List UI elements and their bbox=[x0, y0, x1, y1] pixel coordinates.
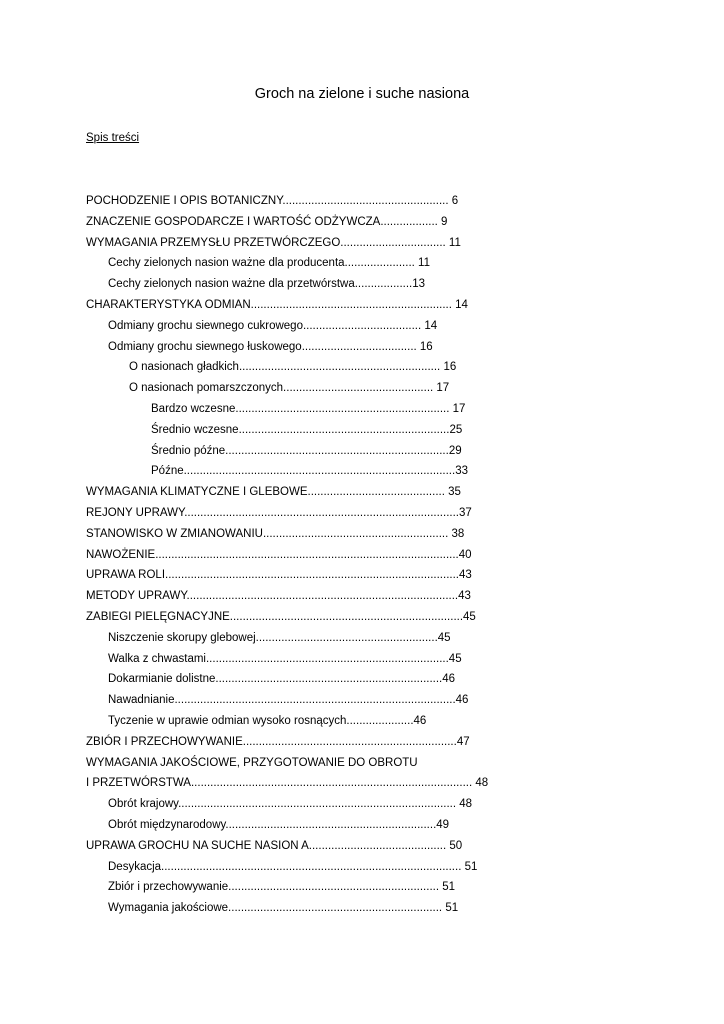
toc-entry[interactable]: Cechy zielonych nasion ważne dla producenta...................... 11 bbox=[108, 257, 430, 270]
toc-entry[interactable]: WYMAGANIA PRZEMYSŁU PRZETWÓRCZEGO................................. 11 bbox=[86, 236, 461, 249]
toc-entry[interactable]: REJONY UPRAWY......................................................................................37 bbox=[86, 506, 472, 519]
toc-entry[interactable]: UPRAWA ROLI............................................................................................43 bbox=[86, 569, 472, 582]
toc-entry[interactable]: Niszczenie skorupy glebowej.........................................................45 bbox=[108, 631, 451, 644]
toc-entry[interactable]: I PRZETWÓRSTWA........................................................................................ 48 bbox=[86, 777, 489, 790]
toc-entry[interactable]: WYMAGANIA KLIMATYCZNE I GLEBOWE........................................... 35 bbox=[86, 486, 461, 499]
toc-entry[interactable]: Wymagania jakościowe................................................................... 51 bbox=[108, 902, 459, 915]
toc-entry[interactable]: ZABIEGI PIELĘGNACYJNE.........................................................................45 bbox=[86, 610, 476, 623]
toc-entry[interactable]: ZBIÓR I PRZECHOWYWANIE...................................................................47 bbox=[86, 735, 470, 748]
toc-entry[interactable]: Średnio późne......................................................................29 bbox=[151, 444, 462, 457]
toc-entry[interactable]: Nawadnianie........................................................................................46 bbox=[108, 694, 469, 707]
toc-entry[interactable]: UPRAWA GROCHU NA SUCHE NASION A........................................... 50 bbox=[86, 839, 463, 852]
toc-entry[interactable]: Bardzo wczesne................................................................... 17 bbox=[151, 402, 466, 415]
toc-entry[interactable]: Zbiór i przechowywanie.................................................................. 51 bbox=[108, 881, 456, 894]
toc-entry[interactable]: WYMAGANIA JAKOŚCIOWE, PRZYGOTOWANIE DO OBROTU bbox=[86, 756, 418, 769]
toc-entry[interactable]: Późne.....................................................................................33 bbox=[151, 465, 468, 478]
toc-entry[interactable]: O nasionach pomarszczonych............................................... 17 bbox=[129, 382, 450, 395]
toc-heading: Spis treści bbox=[86, 132, 140, 144]
toc-entry[interactable]: Walka z chwastami............................................................................45 bbox=[108, 652, 462, 665]
toc-entry[interactable]: Odmiany grochu siewnego łuskowego.................................... 16 bbox=[108, 340, 433, 353]
toc-entry[interactable]: STANOWISKO W ZMIANOWANIU.......................................................... 38 bbox=[86, 527, 465, 540]
toc-entry[interactable]: POCHODZENIE I OPIS BOTANICZNY.................................................... 6 bbox=[86, 195, 459, 207]
toc-entry[interactable]: Desykacja.............................................................................................. 51 bbox=[108, 860, 478, 873]
document-title-text: Groch na zielone i suche nasiona bbox=[254, 86, 470, 102]
toc-entry[interactable]: Obrót krajowy....................................................................................... 48 bbox=[108, 798, 473, 811]
toc-entry[interactable]: METODY UPRAWY.....................................................................................43 bbox=[86, 590, 471, 603]
toc-entry[interactable]: CHARAKTERYSTYKA ODMIAN............................................................... 14 bbox=[86, 298, 468, 311]
table-of-contents bbox=[0, 194, 724, 922]
toc-entry[interactable]: ZNACZENIE GOSPODARCZE I WARTOŚĆ ODŻYWCZA.................. 9 bbox=[86, 215, 448, 228]
toc-entry[interactable]: Średnio wczesne..................................................................25 bbox=[151, 423, 463, 436]
toc-entry[interactable]: NAWOŻENIE...............................................................................................40 bbox=[86, 548, 472, 561]
toc-entry[interactable]: Obrót międzynarodowy..................................................................49 bbox=[108, 818, 450, 831]
toc-entry[interactable]: O nasionach gładkich............................................................... 16 bbox=[129, 361, 457, 374]
toc-entry[interactable]: Dokarmianie dolistne.......................................................................46 bbox=[108, 673, 456, 686]
toc-entry[interactable]: Cechy zielonych nasion ważne dla przetwórstwa..................13 bbox=[108, 278, 426, 291]
document-title bbox=[0, 86, 724, 102]
toc-entry[interactable]: Odmiany grochu siewnego cukrowego..................................... 14 bbox=[108, 319, 438, 332]
toc-entry[interactable]: Tyczenie w uprawie odmian wysoko rosnących.....................46 bbox=[108, 714, 427, 727]
